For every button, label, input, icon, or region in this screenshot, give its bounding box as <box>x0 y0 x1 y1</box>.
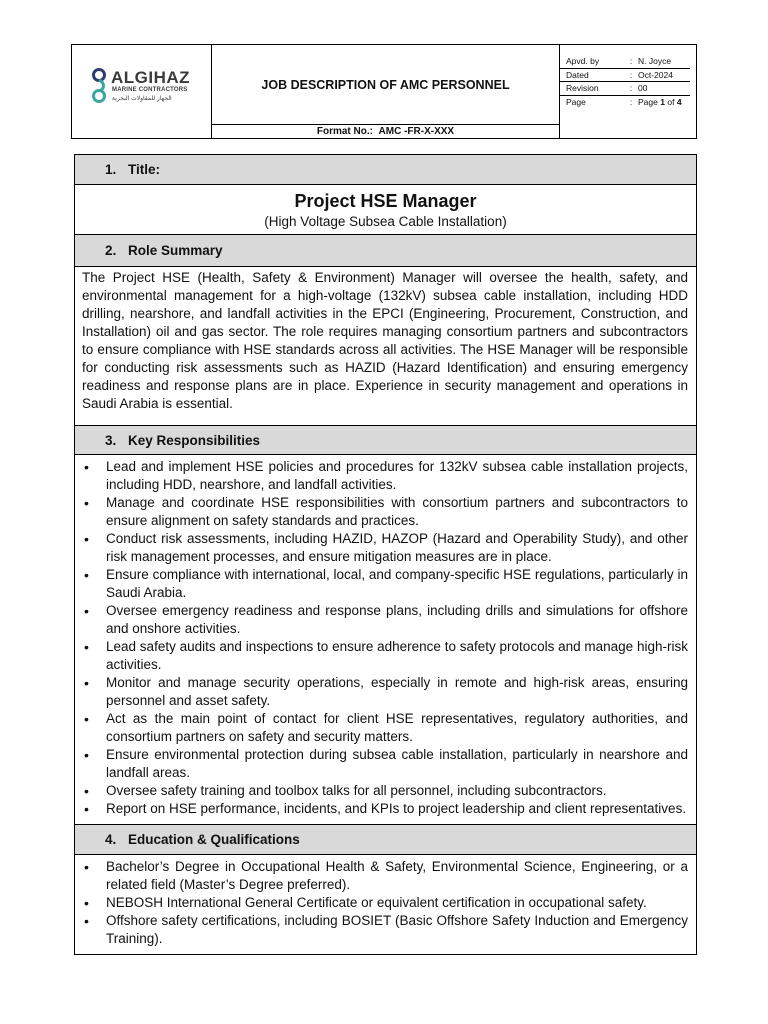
section-heading: Key Responsibilities <box>128 432 261 448</box>
education-list <box>75 855 696 954</box>
section-role-summary-header: 2. Role Summary <box>75 235 696 267</box>
list-item: • Offshore safety certifications, including BOSIET (Basic Offshore Safety Induction and Emergency Training). <box>79 912 688 948</box>
section-responsibilities-header: 3. Key Responsibilities <box>75 426 696 455</box>
list-item: • Oversee emergency readiness and response plans, including drills and simulations for offshore and onshore activities. <box>79 602 688 638</box>
list-item: • Manage and coordinate HSE responsibilities with consortium partners and subcontractors to ensure alignment on safety standards and practices. <box>79 494 688 530</box>
role-summary-text: The Project HSE (Health, Safety & Environment) Manager will oversee the health, safety, and environmental management for a high-voltage (132kV) subsea cable installation, including HDD drilling, nearshore, and landfall activities in the EPCI (Engineering, Procurement, Construction, and Installation) oil and gas sector. The role requires managing consortium partners and subcontractors to ensure compliance with HSE standards across all activities. The HSE Manager will be responsible for conducting risk assessments such as HAZID (Hazard Identification) and ensuring emergency readiness and response plans are in place. Experience in security management and operations in Saudi Arabia is essential. <box>75 267 696 426</box>
education-body <box>75 855 696 954</box>
list-item: • Ensure environmental protection during subsea cable installation, particularly in nearshore and landfall areas. <box>79 746 688 782</box>
format-value: AMC -FR-X-XXX <box>378 126 455 137</box>
list-item: • Bachelor’s Degree in Occupational Health & Safety, Environmental Science, Engineering, or a related field (Master’s Degree preferred). <box>79 858 688 894</box>
list-item: • Report on HSE performance, incidents, and KPIs to project leadership and client representatives. <box>79 800 688 818</box>
list-item: • Conduct risk assessments, including HAZID, HAZOP (Hazard and Operability Study), and other risk management processes, and ensure mitigation measures are in place. <box>79 530 688 566</box>
algihaz-mark-icon <box>91 67 109 105</box>
format-label: Format No.: <box>316 126 373 137</box>
meta-dated: Dated : Oct-2024 <box>560 69 690 83</box>
logo-cell <box>72 45 212 138</box>
meta-approved-by: Apvd. by : N. Joyce <box>560 55 690 69</box>
list-item: • Ensure compliance with international, local, and company-specific HSE regulations, particularly in Saudi Arabia. <box>79 566 688 602</box>
list-item: • Act as the main point of contact for client HSE representatives, regulatory authorities, and consortium partners on safety and security matters. <box>79 710 688 746</box>
logo-tagline-arabic: الجهاز للمقاولات البحرية <box>112 96 172 102</box>
section-heading: Title: <box>128 162 161 177</box>
company-logo <box>91 67 201 111</box>
responsibilities-body <box>75 455 696 825</box>
list-item: • Lead and implement HSE policies and procedures for 132kV subsea cable installation projects, including HDD, nearshore, and landfall activities. <box>79 458 688 494</box>
section-heading: Education & Qualifications <box>128 832 300 847</box>
list-item: • Oversee safety training and toolbox talks for all personnel, including subcontractors. <box>79 782 688 800</box>
section-title-header: 1. Title: <box>75 155 696 185</box>
job-title: Project HSE Manager <box>294 191 477 211</box>
logo-brand: ALGIHAZ <box>111 68 191 87</box>
logo-tagline: MARINE CONTRACTORS <box>112 87 188 93</box>
section-heading: Role Summary <box>128 243 223 258</box>
meta-page: Page : Page 1 of 4 <box>566 96 682 107</box>
document-title: JOB DESCRIPTION OF AMC PERSONNEL <box>212 45 560 125</box>
format-number <box>212 125 560 138</box>
list-item: • Monitor and manage security operations, especially in remote and high-risk areas, ensuring personnel and asset safety. <box>79 674 688 710</box>
meta-revision: Revision : 00 <box>560 82 690 96</box>
job-subtitle: (High Voltage Subsea Cable Installation) <box>264 214 507 229</box>
document-header <box>71 44 697 139</box>
section-education-header: 4. Education & Qualifications <box>75 825 696 855</box>
document-meta-table <box>560 55 690 108</box>
job-description-table <box>74 154 697 955</box>
responsibilities-list <box>75 455 696 824</box>
list-item: • Lead safety audits and inspections to ensure adherence to safety protocols and manage high-risk activities. <box>79 638 688 674</box>
section-title-body <box>75 185 696 235</box>
list-item: • NEBOSH International General Certificate or equivalent certification in occupational safety. <box>79 894 688 912</box>
